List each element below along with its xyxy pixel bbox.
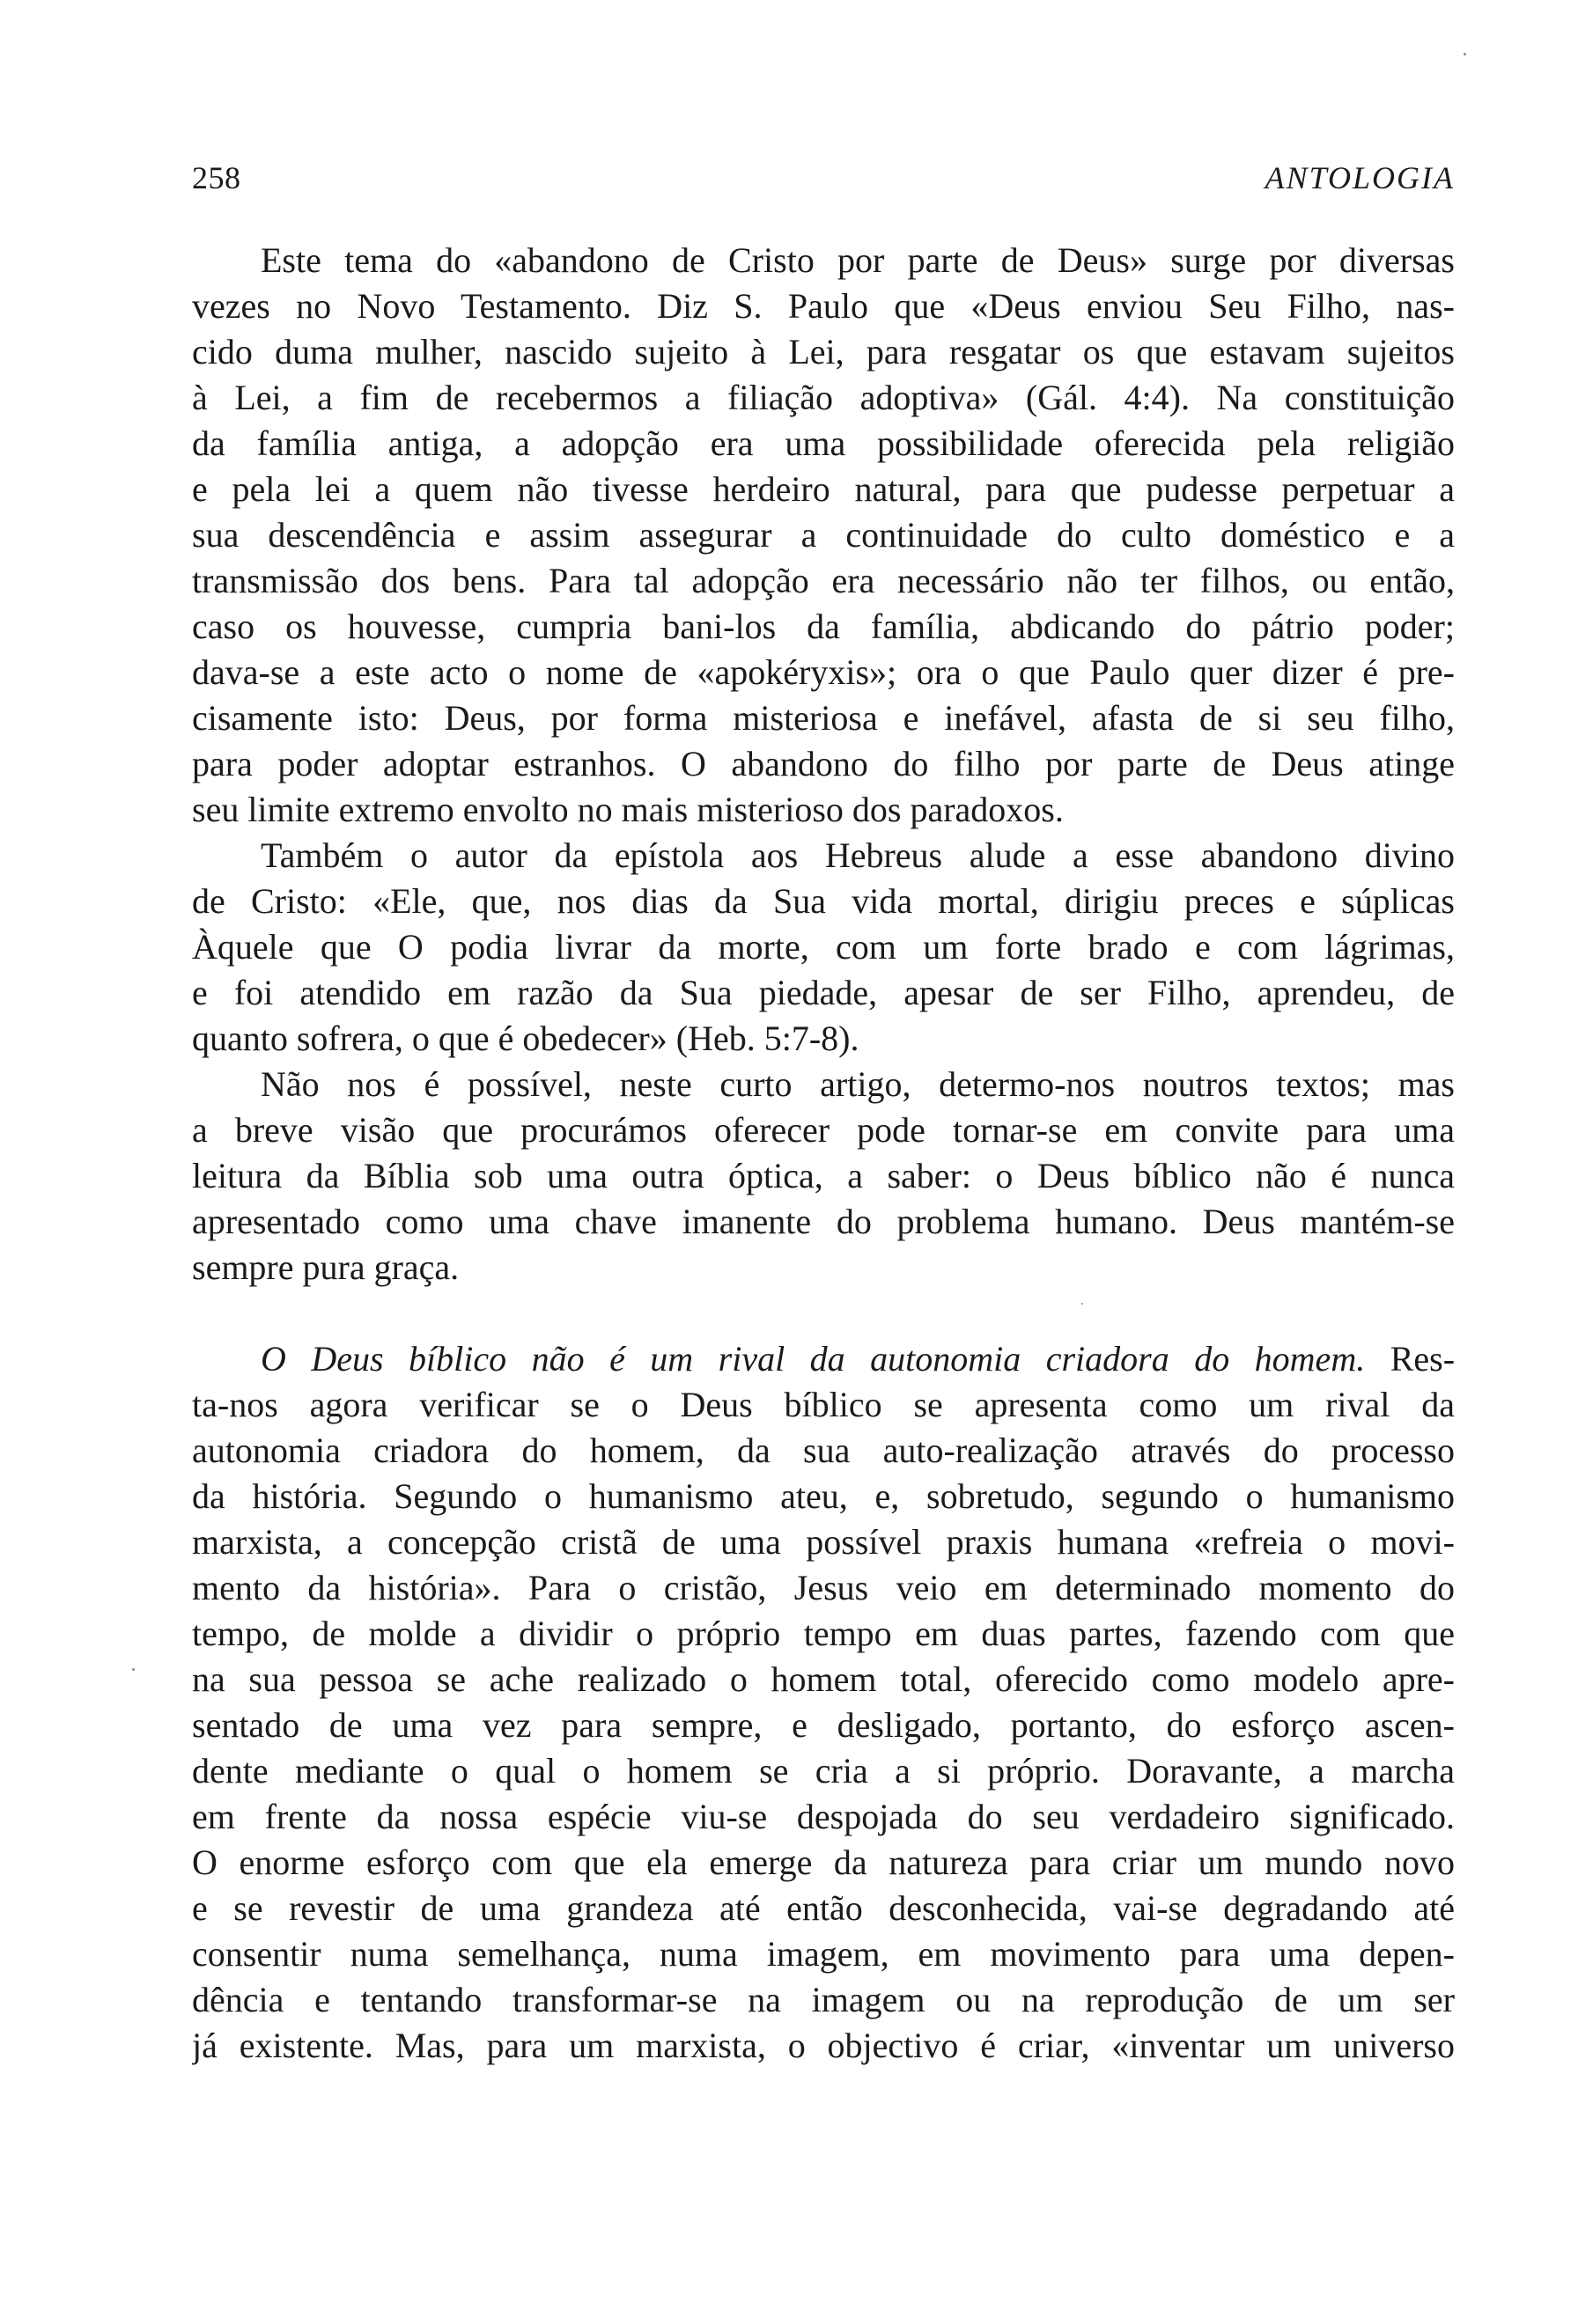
text-line: em frente da nossa espécie viu-se despojada do seu verdadeiro significado.: [192, 1797, 1455, 1836]
body-text: [192, 238, 1455, 2069]
section-gap: [192, 1291, 1455, 1336]
text-line: Não nos é possível, neste curto artigo, determo-nos noutros textos; mas: [261, 1064, 1455, 1104]
text-line: e se revestir de uma grandeza até então desconhecida, vai-se degradando até: [192, 1888, 1455, 1928]
text-line: Àquele que O podia livrar da morte, com um forte brado e com lágrimas,: [192, 927, 1455, 967]
text-line: transmissão dos bens. Para tal adopção era necessário não ter filhos, ou então,: [192, 561, 1455, 600]
scan-speck: [132, 1668, 135, 1671]
text-line: na sua pessoa se ache realizado o homem total, oferecido como modelo apre-: [192, 1659, 1455, 1699]
text-line: à Lei, a fim de recebermos a filiação adoptiva» (Gál. 4:4). Na constituição: [192, 378, 1455, 417]
text-line: caso os houvesse, cumpria bani-los da família, abdicando do pátrio poder;: [192, 607, 1455, 646]
text-line: autonomia criadora do homem, da sua auto-realização através do processo: [192, 1430, 1455, 1470]
text-line: já existente. Mas, para um marxista, o objectivo é criar, «inventar um universo: [192, 2026, 1455, 2065]
text-line: marxista, a concepção cristã de uma possível praxis humana «refreia o movi-: [192, 1522, 1455, 1562]
scan-speck: [1081, 1303, 1083, 1305]
paragraph: [192, 238, 1455, 833]
section-title-continuation: Res-: [1390, 1339, 1455, 1379]
text-line: e pela lei a quem não tivesse herdeiro natural, para que pudesse perpetuar a: [192, 469, 1455, 509]
text-line: seu limite extremo envolto no mais misterioso dos paradoxos.: [192, 790, 1064, 829]
text-line: O enorme esforço com que ela emerge da natureza para criar um mundo novo: [192, 1842, 1455, 1882]
text-line: dência e tentando transformar-se na imagem ou na reprodução de um ser: [192, 1980, 1455, 2019]
section-title: O Deus bíblico não é um rival da autonomia criadora do homem.: [261, 1339, 1366, 1379]
text-line: sua descendência e assim assegurar a continuidade do culto doméstico e a: [192, 515, 1455, 555]
text-line: sempre pura graça.: [192, 1247, 460, 1287]
running-title: ANTOLOGIA: [1265, 160, 1455, 195]
text-line: a breve visão que procurámos oferecer pode tornar-se em convite para uma: [192, 1110, 1455, 1150]
text-line: quanto sofrera, o que é obedecer» (Heb. 5:7-8).: [192, 1019, 859, 1058]
text-line: dava-se a este acto o nome de «apokéryxis»; ora o que Paulo quer dizer é pre-: [192, 652, 1455, 692]
paragraph: [192, 833, 1455, 1062]
text-line: leitura da Bíblia sob uma outra óptica, a saber: o Deus bíblico não é nunca: [192, 1156, 1455, 1195]
text-line: de Cristo: «Ele, que, nos dias da Sua vida mortal, dirigiu preces e súplicas: [192, 881, 1455, 921]
text-line: ta-nos agora verificar se o Deus bíblico se apresenta como um rival da: [192, 1385, 1455, 1424]
page-number: 258: [192, 160, 241, 195]
text-line: cisamente isto: Deus, por forma misteriosa e inefável, afasta de si seu filho,: [192, 698, 1455, 738]
text-line: consentir numa semelhança, numa imagem, em movimento para uma depen-: [192, 1934, 1455, 1974]
text-line: Este tema do «abandono de Cristo por parte de Deus» surge por diversas: [261, 240, 1455, 280]
text-line: dente mediante o qual o homem se cria a si próprio. Doravante, a marcha: [192, 1751, 1455, 1791]
text-line: [192, 1336, 1455, 1382]
scan-speck: [1464, 53, 1466, 55]
text-line: vezes no Novo Testamento. Diz S. Paulo que «Deus enviou Seu Filho, nas-: [192, 286, 1455, 326]
text-line: sentado de uma vez para sempre, e desligado, portanto, do esforço ascen-: [192, 1705, 1455, 1745]
text-line: cido duma mulher, nascido sujeito à Lei, para resgatar os que estavam sujeitos: [192, 332, 1455, 371]
text-line: mento da história». Para o cristão, Jesus veio em determinado momento do: [192, 1568, 1455, 1607]
text-line: da história. Segundo o humanismo ateu, e, sobretudo, segundo o humanismo: [192, 1476, 1455, 1516]
text-line: para poder adoptar estranhos. O abandono do filho por parte de Deus atinge: [192, 744, 1455, 783]
text-line: Também o autor da epístola aos Hebreus alude a esse abandono divino: [261, 835, 1455, 875]
page-header: [192, 155, 1455, 201]
paragraph: [192, 1336, 1455, 2069]
text-line: e foi atendido em razão da Sua piedade, apesar de ser Filho, aprendeu, de: [192, 973, 1455, 1012]
paragraph: [192, 1062, 1455, 1291]
text-line: apresentado como uma chave imanente do problema humano. Deus mantém-se: [192, 1202, 1455, 1241]
text-line: tempo, de molde a dividir o próprio tempo em duas partes, fazendo com que: [192, 1614, 1455, 1653]
text-line: da família antiga, a adopção era uma possibilidade oferecida pela religião: [192, 423, 1455, 463]
